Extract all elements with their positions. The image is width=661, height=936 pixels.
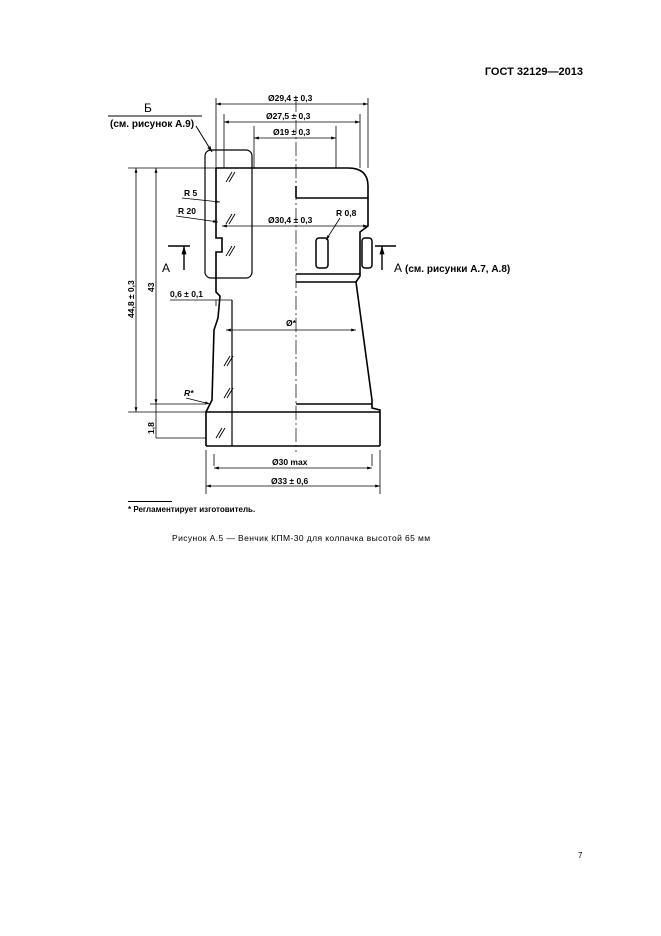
dim-height-43: 43 bbox=[146, 282, 156, 292]
dim-wall-thickness: 0,6 ± 0,1 bbox=[170, 289, 204, 299]
page-number: 7 bbox=[578, 851, 583, 860]
view-b-frame bbox=[205, 150, 252, 278]
dim-d33: Ø33 ± 0,6 bbox=[271, 476, 309, 486]
view-b-letter: Б bbox=[144, 101, 152, 115]
footnote: * Регламентирует изготовитель. bbox=[128, 505, 256, 514]
standard-code: ГОСТ 32129—2013 bbox=[484, 66, 583, 78]
radius-r0-8: R 0,8 bbox=[336, 208, 357, 218]
radius-r-star: R* bbox=[184, 388, 194, 398]
dim-height-44-8: 44,8 ± 0,3 bbox=[126, 280, 136, 318]
view-b-ref: (см. рисунок А.9) bbox=[110, 119, 195, 130]
dim-height-1-8: 1,8 bbox=[146, 422, 156, 434]
section-label-right: А bbox=[394, 261, 403, 275]
section-label-left: А bbox=[162, 261, 171, 275]
lug-right bbox=[362, 238, 372, 268]
lug-left bbox=[316, 238, 328, 268]
dim-d29-4: Ø29,4 ± 0,3 bbox=[268, 93, 313, 103]
radius-r5: R 5 bbox=[184, 188, 198, 198]
section-ref: (см. рисунки А.7, А.8) bbox=[405, 264, 511, 275]
footnote-rule bbox=[128, 501, 172, 502]
radius-r20: R 20 bbox=[178, 206, 196, 216]
dim-d27-5: Ø27,5 ± 0,3 bbox=[266, 111, 311, 121]
dim-d-star: Ø* bbox=[286, 318, 296, 328]
figure-caption: Рисунок А.5 — Венчик КПМ-30 для колпачка высотой 65 мм bbox=[172, 533, 431, 543]
dim-d19: Ø19 ± 0,3 bbox=[273, 127, 311, 137]
dim-d30-4: Ø30,4 ± 0,3 bbox=[268, 215, 313, 225]
dim-d30-max: Ø30 max bbox=[272, 457, 308, 467]
